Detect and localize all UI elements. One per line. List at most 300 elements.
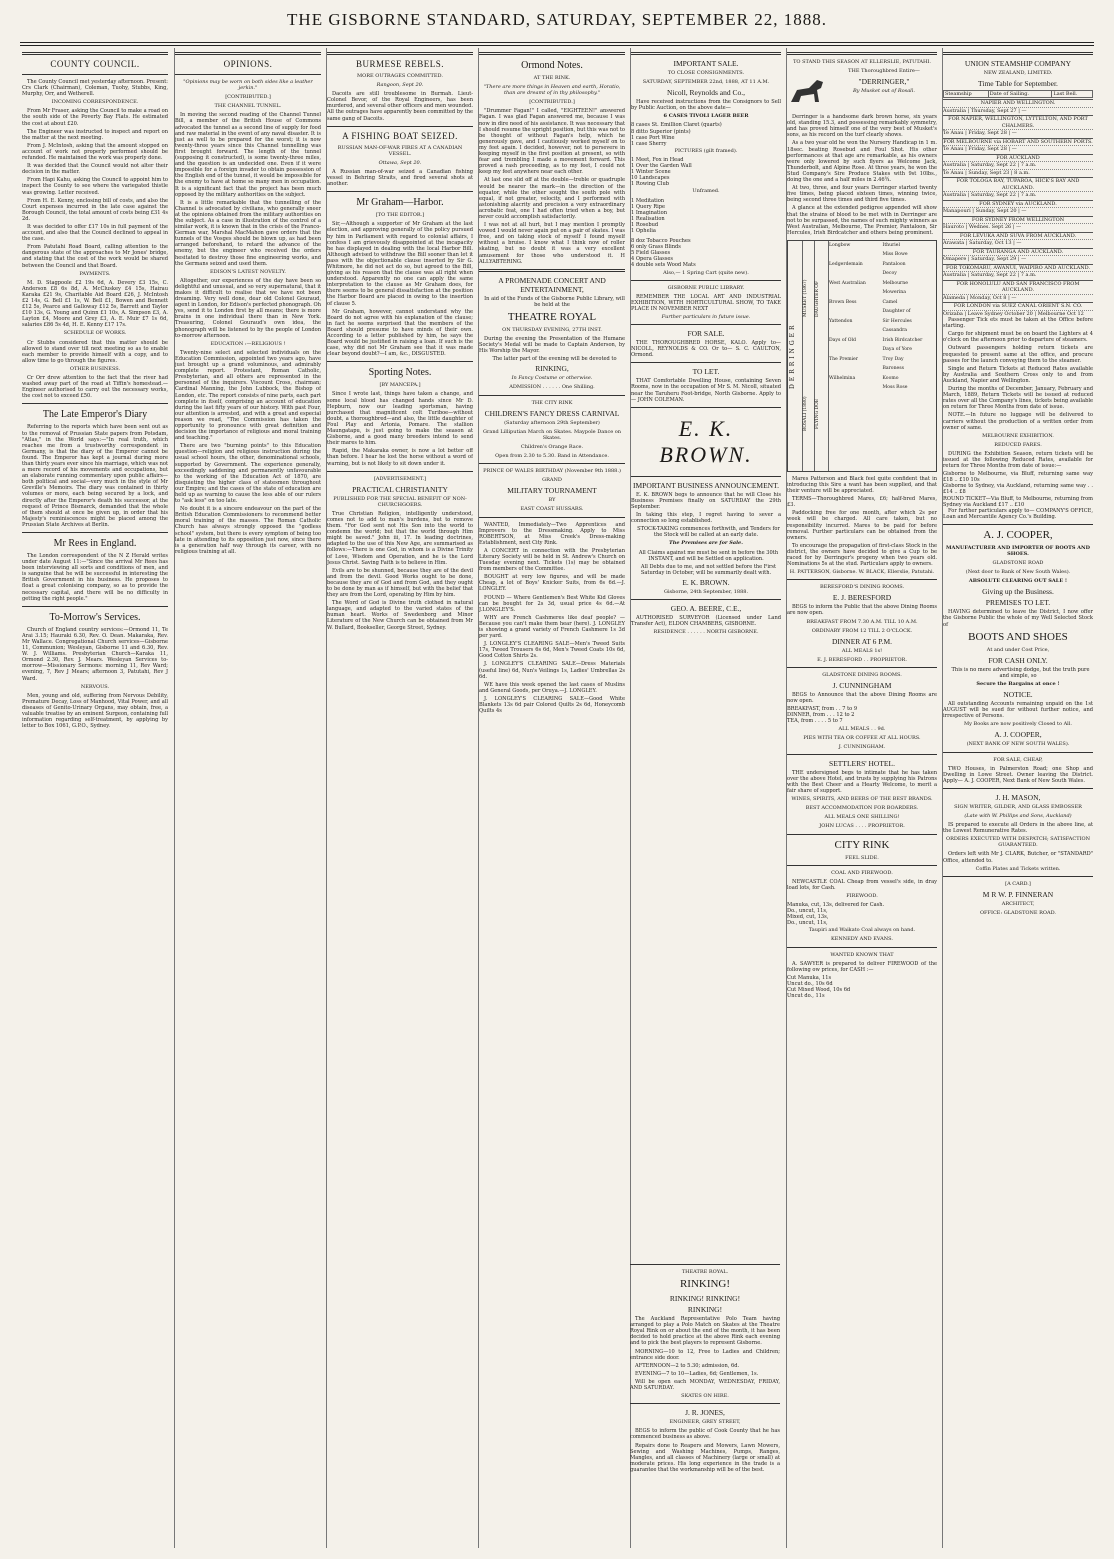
divider — [787, 947, 937, 948]
mason-subheading: SIGN WRITER, GILDER, AND GLASS EMBOSSER — [954, 803, 1082, 810]
route-row: Manapouri | Sunday, Sept 20 | — — [943, 207, 1093, 215]
ad-text: Outward passengers holding return tickets are requested to present same at the office, and procure passes for the launch conveying them to the steamer. — [943, 345, 1093, 364]
proprietor: JOHN LUCAS . . . . PROPRIETOR. — [819, 823, 905, 830]
masthead-title: THE GISBORNE STANDARD, SATURDAY, SEPTEMBER 22, 1888. — [287, 10, 827, 29]
ad-text: TERMS—Thoroughbred Mares, £6; half-bred Mares, £3. — [787, 496, 937, 509]
ad-text: Taupiri and Waikato Coal always on hand. — [808, 927, 916, 934]
pedigree-entry: Miss Bowe — [882, 252, 908, 258]
divider — [631, 599, 781, 600]
article-paragraph: Men, young and old, suffering from Nervous Debility, Premature Decay, Loss of Manhood, Vital Power, and all diseases of Genito-Urinary Organs, may obtain, free, a valuable treatise by an eminent Surgeon, containing full information regarding self-treatment, by applying by letter to Box 1061, G.P.O., Sydney. — [22, 692, 168, 730]
pedigree-entry: Ithuriel — [882, 242, 900, 248]
section-subheading: PAYMENTS. — [79, 270, 111, 277]
divider — [22, 606, 168, 607]
fishing-subheading: RUSSIAN MAN-OF-WAR FIRES AT A CANADIAN VESSEL. — [337, 144, 463, 157]
article-heading: Mr Rees in England. — [53, 538, 137, 549]
article-paragraph: It is a little remarkable that the tunnelling of the Channel is advocated by civilians, who generally sneer at the opinions obtained from the military authorities on the subject. As a case in illustration of the control of a similar work, it is known that in the crisis of the Franco-German war, Marshal MacMahon gave orders that the tunnels of the Vosges should be blown up, as had been arranged beforehand, to retard the advance of the enemy, but the engineer who received the orders hesitated to destroy those fine engineering works, and the Germans seized and used them. — [175, 199, 321, 267]
sale-item: 10 Landscapes — [631, 175, 670, 182]
classified-ad: A CONCERT in connection with the Presbyterian Literary Society will be held in St. Andrew's Church on Tuesday evening next. Tickets (1s) may be obtained from members of the Committee. — [479, 547, 625, 573]
route-heading: FOR TOKOMARU, AWANUI, WAIPIRO AND AUCKLAND. — [943, 264, 1093, 272]
ad-text: HAVING determined to leave the District, I now offer the Gisborne Public the whole of my Well Selected Stock of — [943, 609, 1093, 628]
divider — [175, 52, 321, 55]
section-subheading: INCOMING CORRESPONDENCE. — [51, 99, 139, 106]
ad-text: PREMISES TO LET. — [985, 598, 1051, 608]
pedigree-entry: Brown Bess — [829, 299, 857, 305]
ad-text: At and under Cost Price, — [986, 646, 1050, 653]
pedigree-sire-dam: DAUGHTER OF — [815, 280, 820, 317]
city-rink-label: THE CITY RINK — [531, 399, 573, 406]
stand-intro: THE Thoroughbred Entire— — [848, 68, 920, 75]
column-7 — [942, 48, 1093, 1548]
ad-text: Will be open each MONDAY, WEDNESDAY, FRIDAY, AND SATURDAY. — [630, 1378, 780, 1392]
rinking-line: RINKING! — [679, 1278, 731, 1291]
notice-heading: NOTICE. — [1003, 690, 1033, 700]
article-paragraph: True Christian Religion, intelligently understood, comes not to add to man's burdens, but to remove them. "For God sent not His Son into the world to condemn the world; but that the world through Him might be saved." John iii, 17. In leading doctrines, adapted to the use of this New Age, are summarised as follows:—There is one God, in whom is a Divine Trinity of Love, Wisdom and Operation, and he is the Lord Jesus Christ. Saving Faith is to believe in Him. — [327, 510, 473, 566]
settlers-heading: SETTLERS' HOTEL. — [829, 758, 895, 768]
divider — [22, 403, 168, 404]
proprietor: E. J. BERESFORD . . PROPRIETOR. — [817, 656, 907, 663]
classified-ad: J. LONGLEY'S CLEARING SALE—Men's Tweed Suits 17s, Tweed Trousers 6s 6d, Men's Tweed Coats 10s 6d, Good Cotton Shirts 2s. — [479, 641, 625, 660]
article-paragraph: I was not at all hurt, but I may mention I promptly vowed I would never again put on a pair of skates. I was free, and on taking stock of myself I found myself without a bruise. I know what I think now of roller skating, but no doubt it was a very excellent amusement for those who understood it. H ALLYABTERING. — [479, 222, 625, 265]
advertisement-label: [ADVERTISEMENT.] — [373, 475, 427, 482]
ad-text: FEEL SLIDE. — [845, 854, 879, 861]
pedigree-entry: Yattendon — [829, 318, 853, 324]
classified-ad: WE have this week opened the last cases of Muslins and General Goods, per Oruya.—J. LONGLEY. — [479, 681, 625, 694]
divider — [787, 579, 937, 580]
ad-text: All outstanding Accounts remaining unpaid on the 1st AUGUST will be sued for without further notice, and irrespective of Persons. — [943, 701, 1093, 720]
section-subheading: NERVOUS. — [80, 683, 110, 690]
article-paragraph: At last one slid off at the double—treble or quadruple would be nearer the mark—in the direction of the equator, while the other sought the south pole with equal, if not greater, velocity, and I performed with astonishing alacrity and precision a very extraordinary acrobatic feat, one I had often tried when a boy, but never could accomplish satisfactorily. — [479, 177, 625, 220]
ad-text: OFFICE: GLADSTONE ROAD. — [979, 909, 1057, 916]
ad-text: REMEMBER THE LOCAL ART AND INDUSTRIAL EXHIBITION, WITH HORTICULTURAL SHOW, TO TAKE PLACE IN NOVEMBER NEXT — [631, 293, 781, 312]
section-subheading: THE CHANNEL TUNNEL. — [214, 103, 282, 110]
ad-text: NEWCASTLE COAL Cheap from vessel's side, in dray load lots, for Cash. — [787, 878, 937, 891]
ad-text: THE THOROUGHBRED HORSE, KALO. Apply to— NICOLL, REYNOLDS & CO. Or to— S. C. CAULTON, Ormond. — [631, 340, 781, 359]
section-subheading: EDUCATION :—RELIGIOUS ! — [210, 340, 286, 347]
theatre-royal: THEATRE ROYAL — [507, 310, 597, 323]
ad-text: BEGS to inform the Public that the above Dining Rooms are now open. — [787, 604, 937, 617]
route-heading: FOR AUCKLAND — [943, 154, 1093, 162]
ad-text: (Next door to Bank of New South Wales). — [965, 569, 1071, 576]
ad-text: BEST ACCOMMODATION FOR BOARDERS. — [805, 805, 919, 812]
divider — [479, 269, 625, 272]
route-row: Australia | Thursday, Sept 27 | — — [943, 107, 1093, 115]
article-paragraph: M. D. Stagpoole £2 19s 6d, A. Devery £3 15s, C. Anderson £8 6s 8d, A. McCluskey £4 15s, Hairau Karaka £21 9s, Charitable Aid Board £26, J. McIntosh £2 14s, G. Bell £1 1s, W. Bell £1, Bowen and Bennett £12 5s, Pearce and Galloway £12 5s, Barrett and Taylor £10 13s, G. Young and Quinn £1 10s, A. Simpson £3, A. Layton £4, Moore and Grey £3, A. E. Muir £7 1s 6d, salaries £86 5s 4d, H. E. Kenny £17 17s. — [22, 279, 168, 329]
premises-note: The Premises are for Sale. — [669, 540, 743, 547]
ad-text: ALL MEALS 1s! — [841, 647, 883, 654]
classified-ad: J. LONGLEY'S CLEARING SALE—Good White Blankets 13s 6d pair Colored Quilts 2s 6d, Honeycomb Quilts 4s — [479, 695, 625, 715]
divider — [631, 362, 781, 363]
article-paragraph: There are two "burning points" to this Education question—religion and religious instruction during the usual school hours, the other, denominational schools, supported by Government. The experience generally, exceedingly saddening and permanently unfavourable to the working of the Education Act of 1870, are disquieting the higher class of statesmen throughout our Empire; and the cases of the state of education are held up as warning to cause the less able of our rulers to "ask less" on too late. — [175, 443, 321, 505]
route-heading: FOR LONDON via SUEZ CANAL ORIENT S.N. CO. — [943, 302, 1093, 310]
pedigree-entry: Koomo — [882, 375, 899, 381]
ad-text: Passenger Tick ets must be taken at the Office before starting. — [943, 317, 1093, 330]
meal-time: TEA, from . . . . 5 to 7 — [787, 718, 843, 725]
route-row: Australia | Saturday, Sept 22 | 7 a.m. — [943, 161, 1093, 169]
article-paragraph: In moving the second reading of the Channel Tunnel Bill, a member of the British House of Commons advocated the tunnel as a second line of supply for food and raw material in the event of any naval disaster. It is just as well to be prepared for the worst; it is now twenty-three years since this Channel tunnelling was first brought forward. The length of the tunnel (supposing it constructed), is some twenty-three miles, and the question is an undecided one. Even if it were impossible for a foreign invader to obtain possession of the English end of the tunnel, it would be impossible for the enemy to have at home so many men in occupation. It is a significant fact that the project has been much opposed by the military authorities on the subject. — [175, 112, 321, 198]
admission: ADMISSION . . . . . . One Shilling. — [509, 384, 595, 391]
signature: J. CUNNINGHAM. — [838, 743, 886, 750]
pedigree-entry: Cassandra — [882, 328, 908, 334]
sale-heading: IMPORTANT SALE. — [673, 59, 739, 68]
ad-text: AFTERNOON—2 to 5.30; admission, 6d. — [635, 1362, 740, 1369]
route-row: Arawata | Saturday, Oct 13 | — — [943, 239, 1093, 247]
ad-text: Single and Return Tickets at Reduced Rates available by Australia and Southern Cross only to and from Auckland, Napier and Wellington. — [943, 365, 1093, 384]
sale-item: 8 cases St. Emillion Claret (quarts) — [631, 122, 722, 129]
route-row: Omapere | Saturday, Sept 29 | — — [943, 255, 1093, 263]
dateline: Rangoon, Sept 20. — [376, 82, 424, 89]
horse-breeding: By Musket out of Rosalì. — [853, 88, 915, 95]
pedigree-label: DERRINGER — [789, 322, 796, 390]
divider — [630, 1264, 780, 1265]
ad-text: (Late with W. Phillips and Sons, Auckland) — [964, 812, 1072, 819]
dateline: Ottawa, Sept 20. — [378, 159, 422, 166]
pedigree-entry: Wilhelmina — [829, 375, 856, 381]
divider — [327, 191, 473, 192]
ad-text: Have received instructions from the Consignors to Sell by Public Auction, on the above date— — [631, 99, 781, 112]
ad-text: (NEXT BANK OF NEW SOUTH WALES). — [966, 741, 1070, 748]
sale-subheading: TO CLOSE CONSIGNMENTS. — [667, 70, 745, 76]
melbourne-heading: MELBOURNE EXHIBITION. — [982, 432, 1054, 439]
pedigree-entry: Daya of Yore — [882, 347, 912, 353]
ad-text: Secure the Bargains at once ! — [976, 680, 1060, 687]
ad-text: WINES, SPIRITS, AND BEERS OF THE BEST BRANDS. — [791, 796, 933, 803]
auctioneer-name: Nicoll, Reynolds and Co., — [667, 88, 745, 98]
divider — [787, 834, 937, 835]
route-row: Te Anau | Friday, Sept 28 | — — [943, 129, 1093, 137]
ad-text: STOCK-TAKING commences forthwith, and Tenders for the Stock will be called at an early date. — [637, 526, 780, 539]
ad-date: (Saturday afternoon 29th September) — [504, 419, 600, 426]
pedigree-entry: Camel — [882, 299, 898, 305]
ad-text: GLADSTONE ROAD — [992, 560, 1044, 567]
timetable-header — [944, 91, 1093, 98]
article-paragraph: Church of England country services:—Ormond 11, Te Arai 3.15; Hauraki 6.30, Rev. O. Dean. Makaraka, Rev. Mr Wallace. Congregational Church services—Gisborne 11, Communion; Wesleyan, Gisborne 11 and 6.30, Rev. W. J. Williams. Presbyterian Church—Karaka 11, Ormond 2.30, Rev. J. Mears. Wesleyan Services to-morrow—Missionary Sermons: morning 11, Rev Ward; evening, 7, Rev J Mears; afternoon 3, Patutahi, Rev J Ward. — [22, 626, 168, 682]
divider — [787, 667, 937, 668]
column-6 — [786, 48, 937, 1548]
article-paragraph: The London correspondent of the N Z Herald writes under date August 11:—"Since the arrival Mr Rees has been interviewing all sorts and conditions of men, and is sanguine that he will be successful in interesting the British Government in his business. He proposes to float a great colonising company, so as to provide the necessary capital, and there will be no difficulty in getting the right people." — [22, 553, 168, 602]
rink-subheading: AT THE RINK. — [533, 75, 571, 81]
divider — [631, 407, 781, 408]
table-header: Date of Sailing. — [988, 91, 1052, 98]
wanted-heading: WANTED KNOWN THAT — [830, 951, 894, 958]
pedigree-entry: The Premier — [829, 356, 858, 362]
pedigree-entry: Irish Birdcatcher — [882, 337, 923, 343]
ad-text: In taking this step, I regret having to sever a connection so long established. — [631, 512, 781, 525]
column-1 — [22, 48, 168, 1548]
ad-text: Mares Patterson and Black feel quite confident that in introducing this Sire a want has been supplied, and that their venture will be appreciated. — [787, 475, 937, 495]
article-paragraph: Since I wrote last, things have taken a change, and some local blood has changed hands since Mr D. Hepburn, now our leading sportsman, having purchased that magnificent colt Turiboe—without doubt, a thoroughbred—and also, the little daughter of Foul Play and Artonia, Pomare. The stallion Maungatapu, is just going to make the season at Gisborne, and a good many breeders intend to send their mares to him. — [327, 391, 473, 447]
fare-item: Gisborne to Melbourne, via Bluff, returning same way £18 .. £10 10s — [943, 471, 1093, 484]
ad-text: The latter part of the evening will be devoted to — [492, 356, 617, 363]
price-item: Cut Manuka, 11s — [787, 974, 832, 981]
ad-text: Giving up the Business. — [982, 587, 1054, 597]
route-row: Alameda | Monday, Oct 8 | — — [943, 294, 1093, 302]
article-paragraph: "Drummer Fagan!" I called, "EIGHTEEN!" answered Fagan. I was glad Fagan answered me, because I was now in dire need of his assistance. It was necessary that I should resume the upright position, but this was not to be thought of without Fagan's help, which he generously gave, and I cautiously worked myself on to my feet again. I decided, however, not to persevere in keeping myself in the first position at present, so with fear and trembling I made a movement forward. This proved a rash proceeding, as to my feet, I could not keep my feet anywhere near each other. — [479, 108, 625, 176]
article-paragraph: From H. E. Kenny, enclosing bill of costs, and also the Court expenses incurred in the late case against the Borough Council, the total amount of costs being £31 4s 2d. — [22, 197, 168, 222]
divider — [943, 524, 1093, 525]
practical-subheading: PUBLISHED FOR THE SPECIAL BENEFIT OF NON-CHURCHGOERS. — [333, 495, 467, 508]
union-heading: UNION STEAMSHIP COMPANY — [964, 59, 1072, 68]
rinking-ad — [630, 1260, 780, 1550]
ad-text: This is no mere advertising dodge, but the truth pure and simple, so — [951, 666, 1090, 679]
pedigree-dam: ROSALI (1880) — [803, 396, 808, 431]
ad-text: All Claims against me must be sent in before the 30th INSTANT, and will be Settled on application. — [638, 549, 779, 562]
cooper-subheading: MANUFACTURER AND IMPORTER OF BOOTS AND SHOES. — [946, 544, 1090, 557]
to-let-heading: TO LET. — [692, 367, 720, 377]
ad-text: All Debts due to me, and not settled before the First Saturday in October, will be summarily dealt with. — [640, 563, 777, 576]
ad-text: DURING the Exhibition Season, return tickets will be issued at the following Reduced Rates, available for return for Three Months from date of issue:— — [943, 450, 1093, 470]
ad-text: Orders left with Mr J. CLARK, Butcher, or "STANDARD" Office, attended to. — [943, 851, 1093, 864]
route-heading: FOR HONOLULU AND SAN FRANCISCO FROM AUCKLAND. — [943, 280, 1093, 294]
route-heading: FOR TOLOGA BAY, TUPAROA, HICK'S BAY AND AUCKLAND. — [943, 177, 1093, 191]
sale-item: 1 Winter Scene — [631, 169, 671, 176]
ad-text: AUTHORISED SURVEYOR (Licensed under Land Transfer Act), ELDON CHAMBERS, GISBORNE. — [631, 614, 781, 628]
promenade-heading: A PROMENADE CONCERT AND ENTERTAINMENT, — [498, 275, 606, 294]
horse-icon — [787, 70, 827, 114]
divider — [22, 52, 168, 55]
price-item: Do., uncut, 11s, — [787, 920, 828, 927]
article-paragraph: The Word of God is Divine truth clothed in natural language, and adapted to the varied states of the human heart. Works of Swedenborg and Minor Literature of the New Church can be obtained from Mr W. Bullard, Bookseller, George Street, Sydney. — [327, 600, 473, 631]
timetable-heading: Time Table for September. — [978, 79, 1058, 89]
meal-time: DINNER, from . . . 12 to 2 — [787, 712, 855, 719]
price-item: Uncut do., 10s 6d — [787, 980, 833, 987]
ad-text: PIES WITH TEA OR COFFEE AT ALL HOURS. — [803, 734, 921, 741]
sale-item: 1 case Sherry — [631, 140, 667, 147]
sale-item: 1 Ophelia — [631, 227, 656, 234]
article-paragraph: Altogether, our experiences of the day have been so delightful and unusual, and so very supernatural, that it makes it difficult to realise that we have not been dreaming. Very well done, dear old Colonel Gouraud, agent in London, for Edison's perfected phonograph. Oh yes, send it to London first by all means; there is more brains in one individual there than in New York. Treasuring, Colonel Gouraud's own idea, the phonograph will be listened to by the people of London to-morrow afternoon. — [175, 277, 321, 339]
ad-text: FIREWOOD. — [846, 892, 878, 899]
divider — [479, 463, 625, 464]
article-paragraph: It was decided to offer £17 10s in full payment of the account, and also that the Council declined to appeal in the case. — [22, 223, 168, 243]
beresford-heading: BERESFORD'S DINING ROOMS. — [819, 584, 905, 591]
ad-text: A glance at the extended pedigree appended will show that the strains of blood to be met with in Derringer are not to be surpassed, the names of such mighty winners as West Australian, Melbourne, The Premier, Pantaloon, Sir Hercules, Irish Birdcatcher and others being prominent. — [787, 205, 937, 236]
stand-heading: TO STAND THIS SEASON AT ELLERSLIE, PATUTAHI. — [793, 59, 931, 65]
article-paragraph: A Russian man-of-war seized a Canadian fishing vessel in Behring Straits, and fired several shots at another. — [327, 168, 473, 188]
meal-time: BREAKFAST, from . . 7 to 9 — [787, 706, 858, 713]
contributed-label: [CONTRIBUTED.] — [529, 99, 575, 106]
sale-item: 1 Rosebud — [631, 221, 659, 228]
price-item: Do., uncut, 11s, — [787, 908, 828, 915]
divider — [479, 52, 625, 55]
divider — [631, 280, 781, 281]
residence: RESIDENCE . . . . . . NORTH GISBORNE. — [653, 629, 759, 636]
to-editor-label: [TO THE EDITOR.] — [375, 212, 425, 219]
ad-text: A. SAWYER is prepared to deliver FIREWOOD of the following ow prices, for CASH :— — [787, 960, 937, 973]
ad-text: My Books are now positively Closed to All. — [964, 721, 1072, 728]
sale-item: 1 Query Ripe — [631, 203, 666, 210]
divider — [22, 532, 168, 533]
sale-item: 1 Over the Garden Wall — [631, 163, 692, 170]
pedigree-entry: Melbourne — [882, 280, 908, 286]
motto: "Opinions may be worn on both sides like a leather jerkin." — [183, 79, 313, 92]
article-paragraph: It was decided that the Council would not alter their decision in the matter. — [22, 163, 168, 176]
unframed-heading: Unframed. — [692, 188, 720, 195]
sale-item: 4 double sets Wood Mats — [631, 262, 696, 269]
article-paragraph: Cr Orr drew attention to the fact that the river had washed away part of the road at Tiffin's homestead.—Engineer authorised to carry out the necessary works, the cost not to exceed £50. — [22, 375, 168, 400]
divider — [22, 74, 168, 75]
sale-also: Also,— 1 Spring Cart (quite new). — [663, 269, 749, 276]
grand-label: GRAND — [542, 477, 562, 484]
brown-logo: E. K. BROWN. — [659, 415, 753, 467]
ad-text: Coffin Plates and Tickets written. — [975, 865, 1061, 872]
masthead-rule — [20, 42, 1094, 46]
ad-text: SKATES ON HIRE. — [681, 1393, 729, 1400]
city-rink-heading: CITY RINK — [834, 838, 890, 851]
ad-text: During the evening the Presentation of the Humane Society's Medal will be made to Captain Anderson, by His Worship the Mayor. — [479, 336, 625, 355]
divider — [787, 865, 937, 866]
for-sale-heading: FOR SALE, CHEAP, — [993, 756, 1043, 763]
divider — [787, 52, 937, 55]
opinions-heading: OPINIONS. — [223, 59, 273, 69]
prince-of-wales: PRINCE OF WALES BIRTHDAY (November 9th 1888.) — [483, 468, 621, 475]
sale-item: 5 Field Glasses — [631, 250, 671, 257]
ad-text: EVENING—7 to 10—Ladies, 6d; Gentlemen, 1s. — [635, 1370, 759, 1377]
route-heading: NAPIER AND WELLINGTON. — [943, 99, 1093, 107]
ad-text: ABSOLUTE CLEARING OUT SALE ! — [968, 578, 1068, 585]
route-row: Hauroto | Wednes. Sept 26 | — — [943, 223, 1093, 231]
sale-item: 1 Imagination — [631, 209, 667, 216]
section-subheading: OTHER BUSINESS. — [69, 365, 121, 372]
ad-text: For further particulars apply to— COMPANY'S OFFICE, Loan and Mercantile Agency Co.'s Building. — [943, 507, 1093, 520]
ad-text: TWO Houses, in Palmerston Road; one Shop and Dwelling in Lowe Street. Owner leaving the District. Apply— A. J. COOPER, Next Bank of New South Wales. — [943, 765, 1093, 784]
cunningham-name: J. CUNNINGHAM — [832, 681, 892, 691]
classified-ad: WANTED, Immediately—Two Apprentices and Improvers to the Dressmaking. Apply to Miss ROBERTSON, at Miss Creek's Dress-making Establishment, next City Rink. — [479, 521, 625, 546]
divider — [631, 324, 781, 325]
hussars: EAST COAST HUSSARS. — [520, 506, 584, 513]
coal-heading: COAL AND FIREWOOD. — [831, 869, 893, 876]
pedigree-entry: Moss Rose — [882, 385, 908, 391]
section-subheading: SCHEDULE OF WORKS. — [63, 330, 127, 337]
divider — [327, 471, 473, 472]
practical-christianity-heading: PRACTICAL CHRISTIANITY — [352, 484, 448, 494]
divider — [631, 476, 781, 477]
ad-text: ORDERS EXECUTED WITH DESPATCH; SATISFACTION GUARANTEED. — [945, 836, 1091, 849]
ad-text: ALL MEALS ONE SHILLING! — [824, 814, 900, 821]
ad-date: Gisborne, 24th September, 1888. — [663, 588, 749, 595]
divider — [479, 395, 625, 396]
sale-item: 6 only Grass Blinds — [631, 244, 681, 251]
divider — [479, 517, 625, 518]
article-paragraph: From Mr Fraser, asking the Council to make a road on the south side of the Poverty Bay Flats. He estimated the cost at about £20. — [22, 108, 168, 127]
article-paragraph: Evils are to be shunned, because they are of the devil and from the devil. Good Works ought to be done, because they are of God and from God, and they ought to be done by man as if himself, but with the belief that they are from the Lord, operating by Him by him. — [327, 567, 473, 599]
ad-text: Cargo for shipment must be on board the Lighters at 4 o'clock on the afternoon prior to departure of steamers. — [943, 331, 1093, 344]
rinking-line: RINKING! — [687, 1305, 723, 1315]
ad-text: Children's Orange Race. — [520, 443, 584, 450]
for-sale-heading: FOR SALE. — [687, 329, 725, 339]
sale-item: 4 Opera Glasses — [631, 256, 673, 263]
article-paragraph: Rapid, the Makaraka owner, is now a lot better off than before. I hear he lost the horse without a word of warning, but is not likely to sit down under it. — [327, 448, 473, 467]
route-heading: FOR SYDNEY via AUCKLAND. — [943, 200, 1093, 208]
timetable — [943, 90, 1093, 98]
route-row: Te Anau | Friday, Sept 28 | — — [943, 145, 1093, 153]
ad-text: Paddocking free for one month, after which 2s per week will be charged. All care taken, but no responsibility incurred. Mares to be paid for before removal. Further particulars can be obtained from the owners. — [787, 510, 937, 541]
ad-text: KENNEDY AND EVANS. — [830, 936, 893, 943]
brown-signature: E. K. BROWN. — [682, 577, 730, 587]
rinking-theatre: THEATRE ROYAL. — [681, 1269, 729, 1275]
price-item: Cut Mixed Wood, 10s 6d — [787, 987, 851, 994]
rinking-label: RINKING, — [535, 364, 569, 374]
article-paragraph: Dacoits are still troublesome in Burmah. Lieut-Colonel Bevor, of the Royal Engineers, has been murdered, and several other officers and men wounded. All the outrages have apparently been committed by the same gang of Dacoits. — [327, 91, 473, 122]
rinking-line: RINKING! RINKING! — [669, 1294, 741, 1304]
article-heading: The Late Emperor's Diary — [42, 409, 148, 421]
fishing-heading: A FISHING BOAT SEIZED. — [342, 130, 458, 141]
sale-item: 1 Meditation — [631, 197, 665, 204]
classified-ad: WHY are French Cashmeres like deaf people? — Because you can't make them hear (here). J. LONGLEY is showing a grand variety of French Cashmere 1s 3d per yard. — [479, 614, 625, 640]
sale-item: 8 ditto Superior (pints) — [631, 128, 691, 135]
article-paragraph: From Patutahi Road Board, calling attention to the dangerous state of the approaches to Mr Jones' bridge, and stating that the cost of the work would be shared between the Council and that Board. — [22, 244, 168, 269]
route-heading: FOR SYDNEY FROM WELLINGTON — [943, 216, 1093, 224]
union-subheading: NEW ZEALAND, LIMITED. — [983, 70, 1053, 76]
library-heading: GISBORNE PUBLIC LIBRARY. — [667, 284, 745, 291]
classified-ad: FOUND — Where Gentlemen's Best White Kid Gloves can be bought for 2s 3d, usual price 4s 6d.—At J.LONGLEY'S. — [479, 594, 625, 613]
divider — [630, 1403, 780, 1404]
tournament-heading: MILITARY TOURNAMENT — [507, 486, 597, 496]
pedigree-entry: Sir Hercules — [882, 318, 912, 324]
pedigree-chart — [787, 240, 937, 472]
pedigree-entry: Decoy — [882, 271, 897, 277]
by-label: BY — [548, 497, 556, 504]
ormond-notes-heading: Ormond Notes. — [521, 60, 583, 71]
sporting-heading: Sporting Notes. — [368, 367, 432, 379]
ad-text: As a two year old he won the Nursery Handicap in 1 m. 18sec. beating Rosebud and Foul Shot. His other performances at that age are remarkable, as his owners were only lowered by such flyers as Welcome Jack, Thunderbolt, and Alpine Rose. At three years, he won the Stud Company's Sire Produce Stakes with 9st 10lbs., doing the one and a half miles in 2.46¾. — [787, 140, 937, 184]
pedigree-dam-dam: FLYING DOE — [815, 398, 820, 429]
mason-heading: J. H. MASON, — [995, 792, 1041, 802]
price-item: Manuka, cut, 13s, delivered for Cash. — [787, 902, 885, 908]
article-paragraph: From J. McIntosh, asking that the amount stopped on account of work not properly performed should be refunded. He maintained the work was properly done. — [22, 142, 168, 162]
divider — [175, 74, 321, 75]
divider — [943, 52, 1093, 55]
divider — [943, 752, 1093, 753]
route-list — [943, 99, 1093, 317]
divider — [943, 876, 1093, 877]
article-paragraph: No doubt it is a sincere endeavour on the part of the British Education Commissioners to recommend better moral training of the masses. The Roman Catholic Church has always strongly opposed the "godless school" system, but there is every symptom of being too late in attending to its opposition just now, since there is a generation half way through its career, with no religious training at all. — [175, 506, 321, 555]
pedigree-entry: Troy Day — [882, 356, 904, 362]
ad-text: Derringer is a handsome dark brown horse, six years old, standing 15.3, and possessing remarkably symmetry, and has proved himself one of the very best of Musket's sons, as his record on the turf clearly shows. — [787, 114, 937, 139]
article-paragraph: Mr Graham, however, cannot understand why the Board do not agree with his explanation of the clause; in fact he seems surprised that the members of the Board should presume to have minds of their own. According to a letter published by him, he says the Board would be justified in raising a loan. If such is the case, why did not Mr Graham see that it was made clear beyond doubt?—I am, &c., DISGUSTED. — [327, 308, 473, 358]
divider — [631, 52, 781, 55]
classified-ad: BOUGHT at very low figures, and will be made Cheap, a lot of Boys' Knicker Suits, from 6s 6d.—J. LONGLEY. — [479, 574, 625, 593]
route-heading: FOR LEVUKA AND SUVA FROM AUCKLAND. — [943, 232, 1093, 240]
divider — [943, 788, 1093, 789]
route-row: Australia | Saturday, Sept 22 | 7 a.m. — [943, 271, 1093, 279]
divider — [787, 754, 937, 755]
ad-text: THE undersigned begs to intimate that he has taken over the above Hotel, and trusts by supplying his Patrons with the Best Cheer and a Hearty Welcome, to merit a fair share of support. — [787, 769, 937, 795]
ad-text: BEGS to Announce that the above Dining Rooms are now open. — [787, 692, 937, 705]
ad-text: Repairs done to Reapers and Mowers, Lawn Mowers, Sewing and Washing Machines, Pumps, Ranges, Mangles, and all classes of Machinery (large or small) at moderate prices. His long experience in the trade is a guarantee that the workmanship will be of the best. — [630, 1442, 780, 1473]
finneran-name: M R W. P. FINNERAN — [982, 889, 1054, 899]
ad-text: BEGS to inform the public of Cook County that he has commenced business as above. — [630, 1428, 780, 1441]
county-council-heading: COUNTY COUNCIL. — [50, 59, 140, 69]
ad-text: DINNER AT 6 P.M. — [831, 636, 893, 646]
table-header: Steamship — [944, 91, 989, 98]
table-header: Last Bell. — [1052, 91, 1093, 98]
route-row: Australia | Saturday, Sept 22 | 7 a.m. — [943, 191, 1093, 199]
article-paragraph: From Hapi Kahu, asking the Council to appoint him to inspect the County to see where the variegated thistle was growing. Letter received. — [22, 177, 168, 196]
gladstone-heading: GLADSTONE DINING ROOMS. — [822, 671, 902, 678]
sale-item: 8 doz Tobacco Pouches — [631, 238, 691, 245]
beresford-name: E. J. BERESFORD — [832, 593, 892, 603]
motto: "There are more things in Heaven and earth, Horatio, than are dreamt of in thy philosophy." — [483, 84, 621, 97]
ad-text: BREAKFAST FROM 7.30 A.M. TILL 10 A.M. — [806, 618, 918, 625]
cooper-name: A. J. COOPER, — [994, 730, 1042, 740]
classified-ad: J. LONGLEY'S CLEARING SALE—Dress Materials (useful line) 6d, Nun's Veilings 1s, Ladies' Umbrellas 2s 6d. — [479, 661, 625, 680]
article-paragraph: Referring to the reports which have been sent out as to the removal of Prussian State papers from Potsdam, "Atlas," in the World says:—"In real truth, which reaches me from a trustworthy correspondent in Germany, is that the diary of the Emperor cannot be found. The Emperor has kept a journal during more than thirty years ever since his marriage, which was not a mere record of his movements and occupations, but an elaborate running commentary upon public affairs—both political and social—very much in the style of Mr Greville's Memoirs. The diary was contained in thirty volumes or more, each being secured by a lock, and directly after the Emperor's death his successor, at the request of Prince Bismarck, demanded that the whole of them should at once be given up, in order that his Majesty's reminiscences might be placed among the Prussian State Archives at Berlin. — [22, 424, 168, 528]
article-paragraph: The County Council met yesterday afternoon. Present: Crs Clark (Chairman), Coleman, Tuohy, Stubbs, King, Murphy, Orr, and Wetherell. — [22, 79, 168, 98]
burmese-subheading: MORE OUTRAGES COMMITTED. — [357, 73, 443, 79]
owners: H. PATTERSON, Gisborne. W. BLACK, Ellerslie, Patutahi. — [789, 569, 935, 576]
byline: [BY MANCEPA.] — [379, 382, 421, 389]
ad-text: In Fancy Costume or otherwise. — [511, 375, 593, 382]
sale-item-heading: 6 CASES TIVOLI LAGER BEER — [663, 113, 749, 120]
